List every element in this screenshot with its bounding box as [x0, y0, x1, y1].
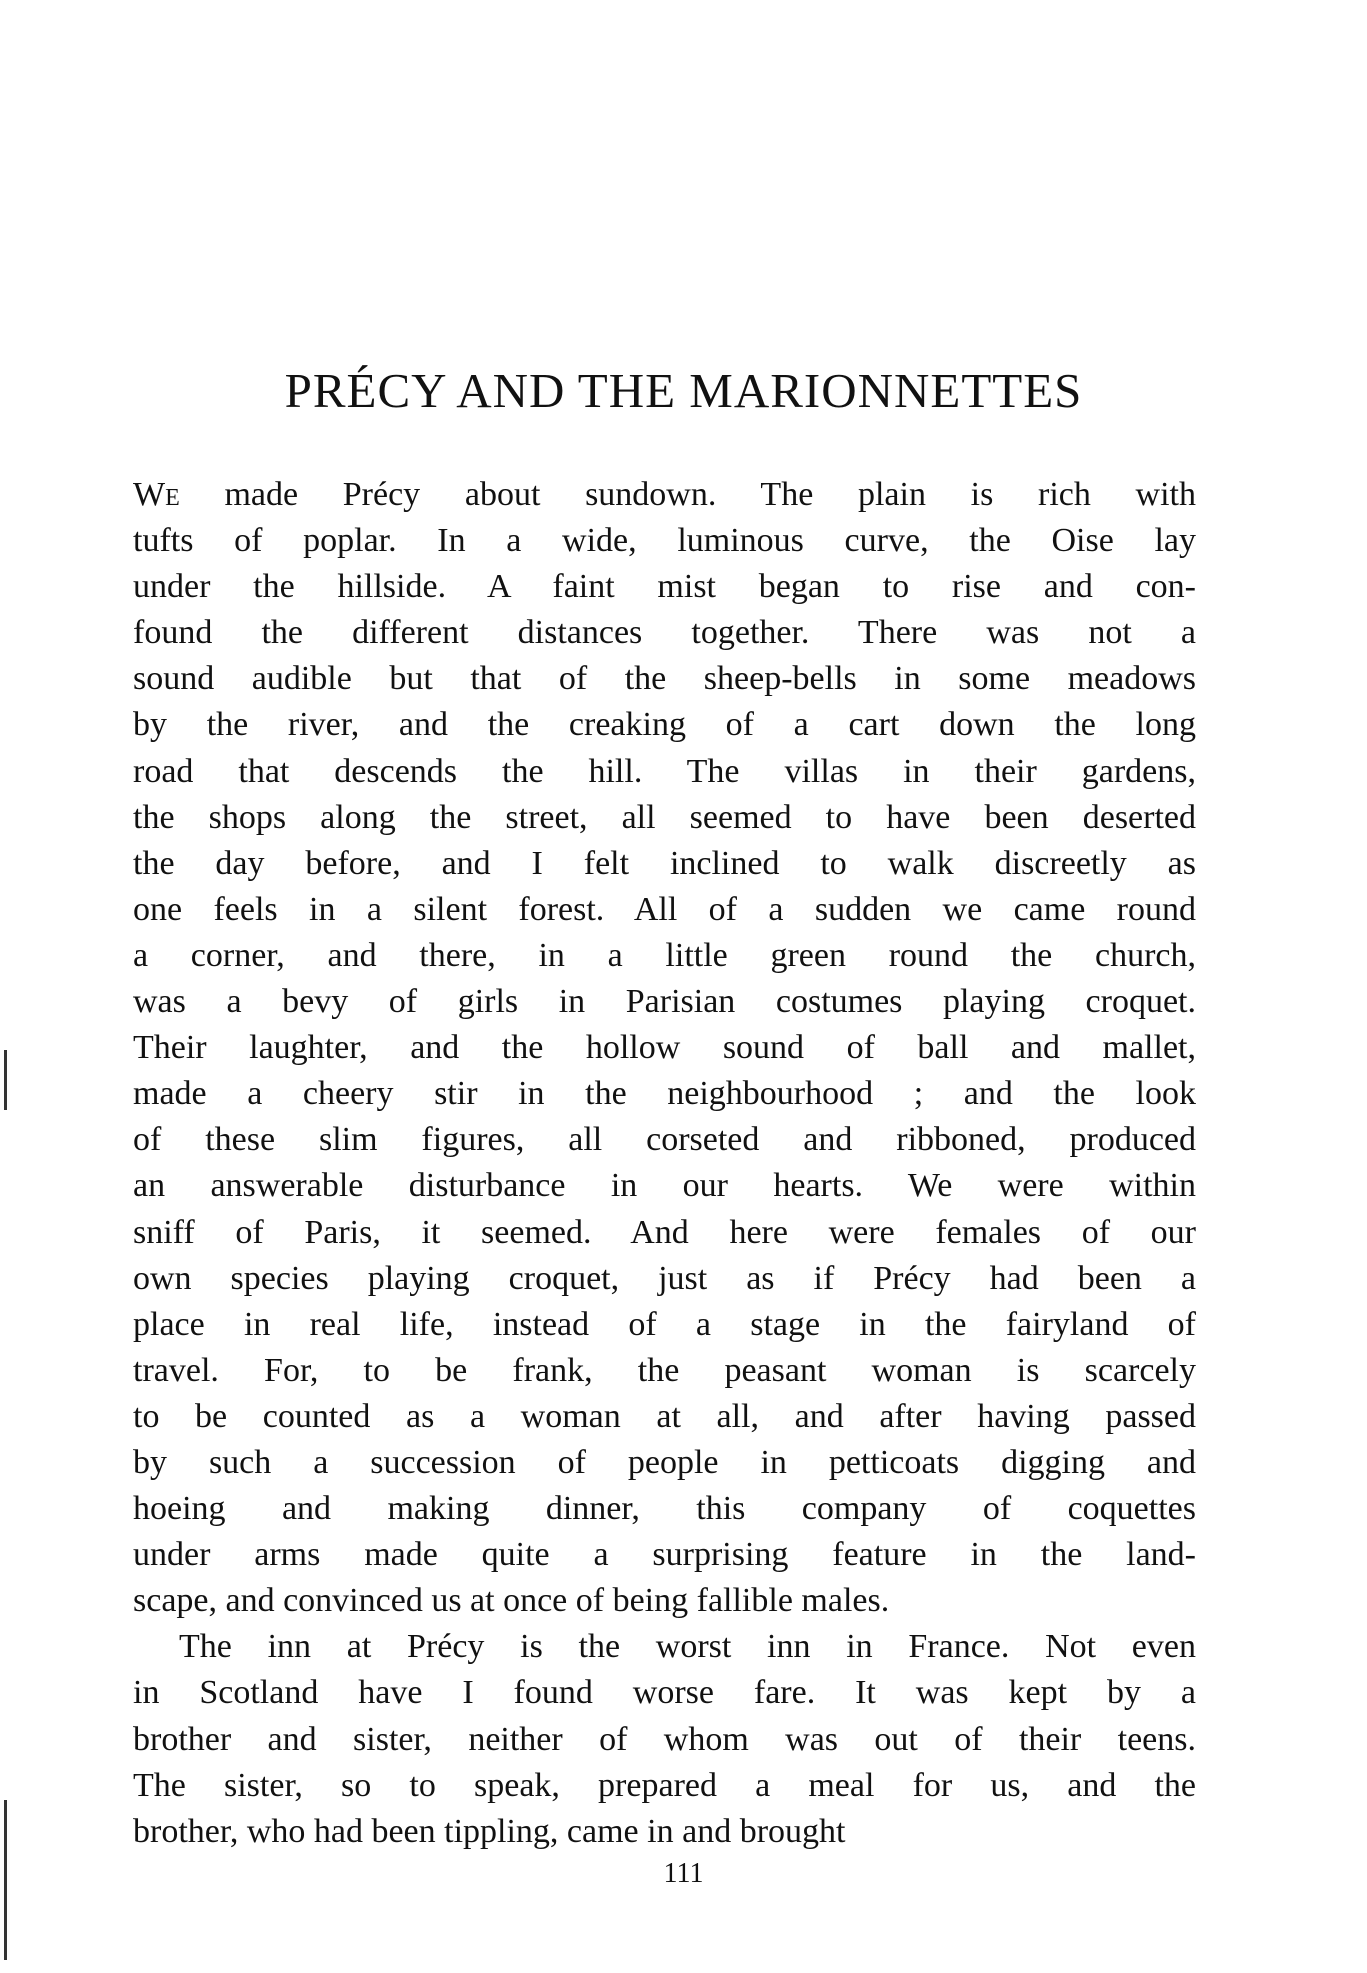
- text-line: by the river, and the creaking of a cart down the long: [133, 706, 1196, 744]
- text-line: brother, who had been tippling, came in and brought: [133, 1812, 846, 1850]
- line-text: made Précy about sundown. The plain is rich with: [179, 476, 1196, 513]
- text-line: by such a succession of people in petticoats digging and: [133, 1443, 1196, 1481]
- text-line: to be counted as a woman at all, and after having passed: [133, 1397, 1196, 1435]
- body-text: [133, 472, 1196, 1855]
- text-line: made a cheery stir in the neighbourhood ; and the look: [133, 1075, 1196, 1113]
- text-line: place in real life, instead of a stage in the fairyland of: [133, 1305, 1196, 1343]
- text-line: a corner, and there, in a little green round the church,: [133, 936, 1196, 974]
- text-line: hoeing and making dinner, this company of coquettes: [133, 1490, 1196, 1528]
- text-line: [133, 472, 1196, 518]
- text-line: The sister, so to speak, prepared a meal for us, and the: [133, 1766, 1196, 1804]
- text-line: the shops along the street, all seemed to have been deserted: [133, 798, 1196, 836]
- text-line: an answerable disturbance in our hearts. We were within: [133, 1167, 1196, 1205]
- text-line: sniff of Paris, it seemed. And here were females of our: [133, 1213, 1196, 1251]
- text-line: road that descends the hill. The villas in their gardens,: [133, 752, 1196, 790]
- text-line: scape, and convinced us at once of being fallible males.: [133, 1582, 890, 1620]
- drop-word: We: [133, 476, 180, 513]
- scan-edge-mark: [4, 1050, 7, 1110]
- text-line: Their laughter, and the hollow sound of ball and mallet,: [133, 1029, 1196, 1067]
- text-line: under arms made quite a surprising feature in the land-: [133, 1536, 1196, 1574]
- text-line: tufts of poplar. In a wide, luminous curve, the Oise lay: [133, 522, 1196, 560]
- text-line: travel. For, to be frank, the peasant woman is scarcely: [133, 1351, 1196, 1389]
- text-line: in Scotland have I found worse fare. It was kept by a: [133, 1674, 1196, 1712]
- page-number: 111: [663, 1858, 704, 1889]
- text-line: own species playing croquet, just as if Précy had been a: [133, 1259, 1196, 1297]
- text-line: the day before, and I felt inclined to walk discreetly as: [133, 844, 1196, 882]
- text-line: was a bevy of girls in Parisian costumes playing croquet.: [133, 983, 1196, 1021]
- chapter-title: PRÉCY AND THE MARIONNETTES: [284, 363, 1083, 418]
- text-line: of these slim figures, all corseted and ribboned, produced: [133, 1121, 1196, 1159]
- paragraph-start-line: The inn at Précy is the worst inn in France. Not even: [179, 1628, 1196, 1666]
- text-line: under the hillside. A faint mist began to rise and con-: [133, 568, 1196, 606]
- text-line: sound audible but that of the sheep-bells in some meadows: [133, 660, 1196, 698]
- text-line: brother and sister, neither of whom was out of their teens.: [133, 1720, 1196, 1758]
- text-line: found the different distances together. There was not a: [133, 614, 1196, 652]
- text-line: one feels in a silent forest. All of a sudden we came round: [133, 890, 1196, 928]
